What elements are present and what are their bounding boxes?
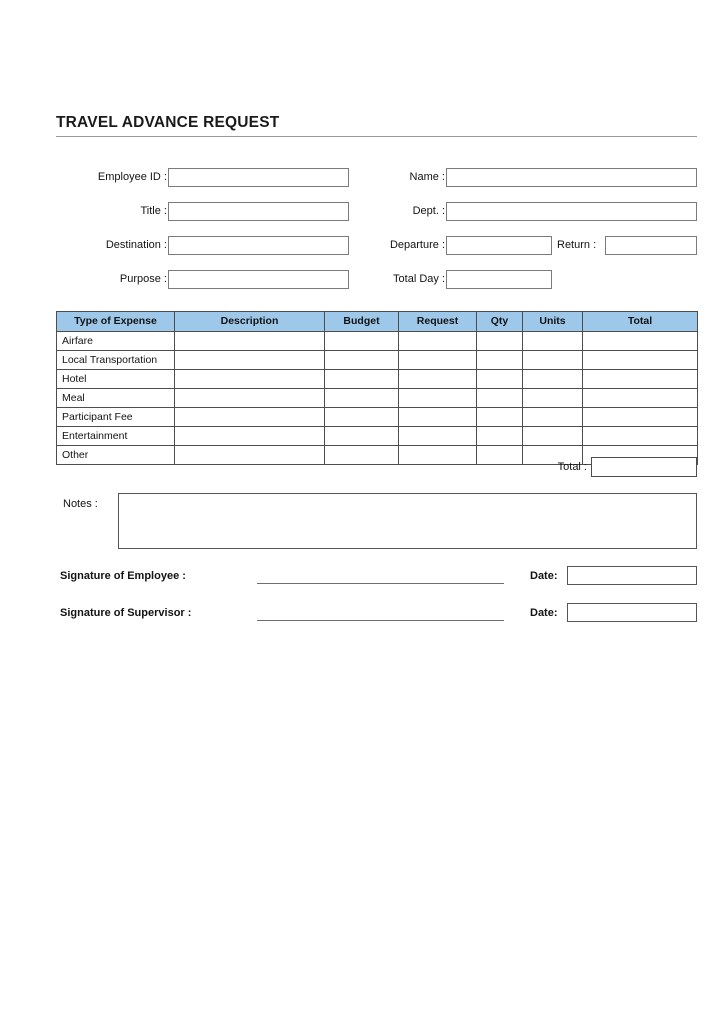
document-header <box>56 112 697 137</box>
cell-budget[interactable] <box>325 351 399 370</box>
departure-label: Departure : <box>389 239 445 251</box>
title-label: Title : <box>140 205 167 217</box>
expense-table <box>56 311 698 465</box>
cell-request[interactable] <box>399 332 477 351</box>
form-row-1 <box>0 168 724 202</box>
notes-textarea[interactable] <box>118 493 697 549</box>
cell-qty[interactable] <box>477 427 523 446</box>
cell-units[interactable] <box>523 351 583 370</box>
cell-units[interactable] <box>523 389 583 408</box>
title-divider <box>56 136 697 137</box>
form-row-2 <box>0 202 724 236</box>
cell-qty[interactable] <box>477 351 523 370</box>
employee-date-label: Date: <box>530 570 558 582</box>
table-row <box>57 427 698 446</box>
total-day-input[interactable] <box>446 270 552 289</box>
employee-id-label: Employee ID : <box>97 171 167 183</box>
grand-total-label: Total : <box>557 461 587 473</box>
cell-request[interactable] <box>399 370 477 389</box>
cell-type-of-expense: Other <box>57 446 175 465</box>
cell-budget[interactable] <box>325 389 399 408</box>
employee-signature-row <box>56 566 697 603</box>
column-header-qty: Qty <box>477 312 523 332</box>
page-title: TRAVEL ADVANCE REQUEST <box>56 114 280 131</box>
total-day-label: Total Day : <box>393 273 445 285</box>
supervisor-signature-label: Signature of Supervisor : <box>60 607 192 619</box>
table-row <box>57 389 698 408</box>
table-header-row <box>57 312 698 332</box>
destination-input[interactable] <box>168 236 349 255</box>
cell-total[interactable] <box>583 427 698 446</box>
departure-input[interactable] <box>446 236 552 255</box>
table-row <box>57 408 698 427</box>
cell-qty[interactable] <box>477 408 523 427</box>
table-row <box>57 332 698 351</box>
cell-type-of-expense: Participant Fee <box>57 408 175 427</box>
dept-input[interactable] <box>446 202 697 221</box>
cell-qty[interactable] <box>477 389 523 408</box>
return-input[interactable] <box>605 236 697 255</box>
supervisor-date-label: Date: <box>530 607 558 619</box>
cell-description[interactable] <box>175 389 325 408</box>
cell-qty[interactable] <box>477 332 523 351</box>
supervisor-signature-line[interactable] <box>257 620 504 621</box>
cell-request[interactable] <box>399 427 477 446</box>
expense-table-header <box>57 312 698 332</box>
dept-label: Dept. : <box>412 205 445 217</box>
column-header-total: Total <box>583 312 698 332</box>
column-header-units: Units <box>523 312 583 332</box>
grand-total-row <box>56 457 697 478</box>
cell-budget[interactable] <box>325 408 399 427</box>
form-row-3 <box>0 236 724 270</box>
supervisor-signature-row <box>56 603 697 640</box>
cell-total[interactable] <box>583 389 698 408</box>
cell-units[interactable] <box>523 427 583 446</box>
cell-type-of-expense: Meal <box>57 389 175 408</box>
column-header-budget: Budget <box>325 312 399 332</box>
name-input[interactable] <box>446 168 697 187</box>
supervisor-date-input[interactable] <box>567 603 697 622</box>
signature-section <box>56 566 697 640</box>
cell-request[interactable] <box>399 351 477 370</box>
column-header-type-of-expense: Type of Expense <box>57 312 175 332</box>
cell-request[interactable] <box>399 408 477 427</box>
cell-type-of-expense: Hotel <box>57 370 175 389</box>
cell-type-of-expense: Entertainment <box>57 427 175 446</box>
cell-description[interactable] <box>175 370 325 389</box>
purpose-label: Purpose : <box>119 273 167 285</box>
title-input[interactable] <box>168 202 349 221</box>
form-row-4 <box>0 270 724 304</box>
notes-section <box>56 492 697 550</box>
cell-total[interactable] <box>583 370 698 389</box>
column-header-request: Request <box>399 312 477 332</box>
employee-signature-label: Signature of Employee : <box>60 570 186 582</box>
cell-total[interactable] <box>583 351 698 370</box>
employee-date-input[interactable] <box>567 566 697 585</box>
cell-type-of-expense: Local Transportation <box>57 351 175 370</box>
cell-budget[interactable] <box>325 427 399 446</box>
cell-qty[interactable] <box>477 370 523 389</box>
cell-description[interactable] <box>175 332 325 351</box>
cell-budget[interactable] <box>325 370 399 389</box>
purpose-input[interactable] <box>168 270 349 289</box>
cell-total[interactable] <box>583 408 698 427</box>
column-header-description: Description <box>175 312 325 332</box>
table-row <box>57 370 698 389</box>
expense-table-body <box>57 332 698 465</box>
cell-units[interactable] <box>523 370 583 389</box>
table-row <box>57 351 698 370</box>
cell-description[interactable] <box>175 427 325 446</box>
form-fields-section <box>0 168 724 304</box>
employee-signature-line[interactable] <box>257 583 504 584</box>
grand-total-input[interactable] <box>591 457 697 477</box>
cell-type-of-expense: Airfare <box>57 332 175 351</box>
name-label: Name : <box>409 171 445 183</box>
cell-units[interactable] <box>523 408 583 427</box>
employee-id-input[interactable] <box>168 168 349 187</box>
cell-description[interactable] <box>175 408 325 427</box>
cell-request[interactable] <box>399 389 477 408</box>
return-label: Return : <box>557 239 597 251</box>
cell-budget[interactable] <box>325 332 399 351</box>
cell-description[interactable] <box>175 351 325 370</box>
notes-label: Notes : <box>63 498 98 510</box>
cell-units[interactable] <box>523 332 583 351</box>
cell-total[interactable] <box>583 332 698 351</box>
destination-label: Destination : <box>105 239 167 251</box>
